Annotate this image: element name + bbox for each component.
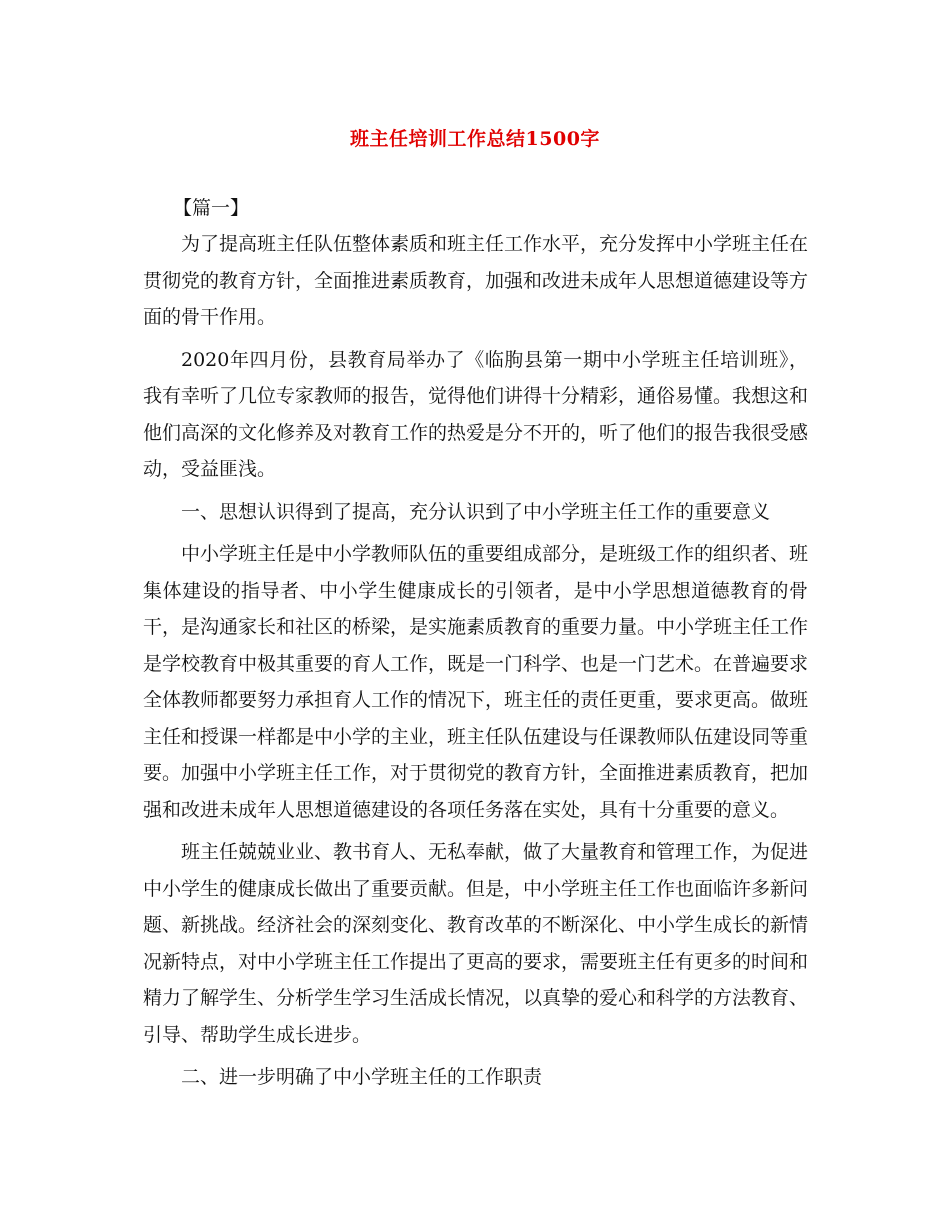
- document-title: 班主任培训工作总结1500字: [350, 128, 600, 150]
- paragraph: 中小学班主任是中小学教师队伍的重要组成部分，是班级工作的组织者、班集体建设的指导者、中小学生健康成长的引领者，是中小学思想道德教育的骨干，是沟通家长和社区的桥梁，是实施素质教育的重要力量。中小学班主任工作是学校教育中极其重要的育人工作，既是一门科学、也是一门艺术。在普遍要求全体教师都要努力承担育人工作的情况下，班主任的责任更重，要求更高。做班主任和授课一样都是中小学的主业，班主任队伍建设与任课教师队伍建设同等重要。加强中小学班主任工作，对于贯彻党的教育方针，全面推进素质教育，把加强和改进未成年人思想道德建设的各项任务落在实处，具有十分重要的意义。: [143, 543, 809, 821]
- section-label: 【篇一】: [173, 197, 250, 219]
- section-heading: 一、思想认识得到了提高，充分认识到了中小学班主任工作的重要意义: [181, 500, 771, 523]
- paragraph: 班主任兢兢业业、教书育人、无私奉献，做了大量教育和管理工作，为促进中小学生的健康成长做出了重要贡献。但是，中小学班主任工作也面临许多新问题、新挑战。经济社会的深刻变化、教育改革的不断深化、中小学生成长的新情况新特点，对中小学班主任工作提出了更高的要求，需要班主任有更多的时间和精力了解学生、分析学生学习生活成长情况，以真挚的爱心和科学的方法教育、引导、帮助学生成长进步。: [143, 841, 809, 1046]
- section-heading: 二、进一步明确了中小学班主任的工作职责: [181, 1066, 543, 1088]
- paragraph: 2020年四月份，县教育局举办了《临朐县第一期中小学班主任培训班》，我有幸听了几位专家教师的报告，觉得他们讲得十分精彩，通俗易懂。我想这和他们高深的文化修养及对教育工作的热爱是分不开的，听了他们的报告我很受感动，受益匪浅。: [143, 348, 809, 480]
- paragraph: 为了提高班主任队伍整体素质和班主任工作水平，充分发挥中小学班主任在贯彻党的教育方针，全面推进素质教育，加强和改进未成年人思想道德建设等方面的骨干作用。: [143, 233, 809, 328]
- document-body: [143, 196, 808, 1102]
